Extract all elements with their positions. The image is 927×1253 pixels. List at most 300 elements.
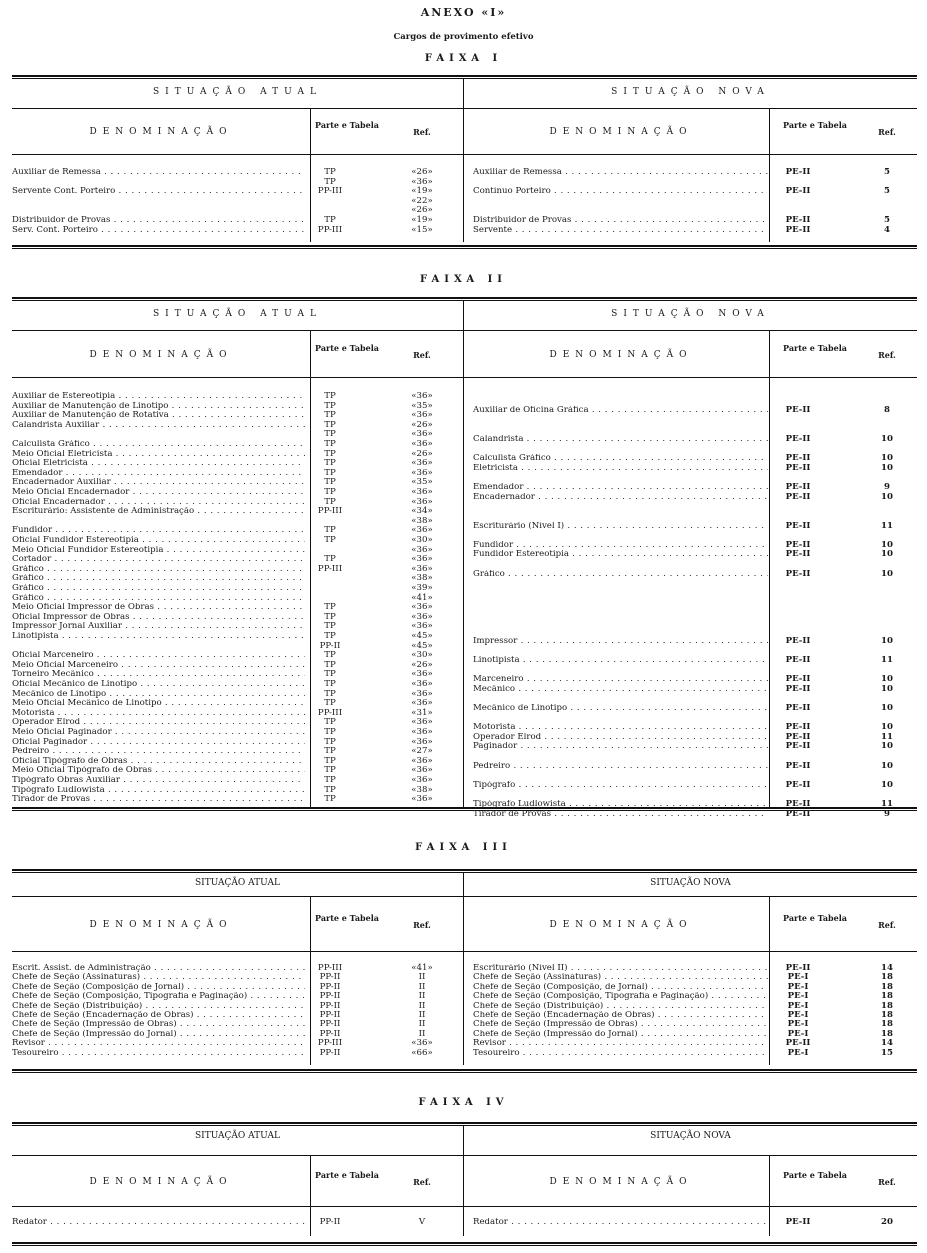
- header-rule: [12, 896, 917, 897]
- cargo-name: Servente Cont. Porteiro . . .: [12, 187, 305, 197]
- parte-tabela-value: PE-II: [785, 568, 811, 579]
- parte-tabela-value: TP: [324, 487, 336, 497]
- cargo-name: Gráfico . . .: [12, 565, 305, 575]
- parte-tabela-value: PP-III: [317, 224, 343, 235]
- column-header-rule: [12, 154, 917, 155]
- cargo-name: Chefe de Seção (Assinaturas) . . .: [12, 973, 305, 983]
- ref-value: «39»: [411, 583, 433, 593]
- cargo-name: Meio Oficial Eletricista . . .: [12, 450, 305, 460]
- parte-tabela-value: PP-II: [319, 1047, 341, 1058]
- ref-value: «45»: [411, 631, 433, 641]
- parte-tabela-header: Parte e Tabela: [783, 913, 847, 923]
- parte-tabela-value: PP-III: [317, 707, 343, 718]
- nova-row: [12, 454, 917, 464]
- cargo-name: Meio Oficial Mecânico de Linotipo . . .: [12, 699, 305, 709]
- cargo-name: Servente . . .: [473, 226, 768, 236]
- ref-value: «26»: [411, 205, 433, 216]
- nova-row: [12, 1218, 917, 1228]
- cargo-name: Motorista . . .: [12, 709, 305, 719]
- ref-value: 10: [881, 453, 893, 464]
- ref-value: «36»: [411, 794, 433, 805]
- cargo-name: Mecânico de Linotipo . . .: [12, 690, 305, 700]
- parte-tabela-value: PE-II: [785, 1038, 811, 1049]
- cargo-name: Serv. Cont. Porteiro . . .: [12, 226, 305, 236]
- cargo-name: Distribuidor de Provas . . .: [12, 216, 305, 226]
- parte-tabela-value: PP-III: [317, 963, 343, 973]
- cargo-name: Chefe de Seção (Impressão de Obras) . . .: [12, 1020, 305, 1030]
- ref-value: «36»: [411, 439, 433, 449]
- nova-row: [12, 541, 917, 551]
- ref-value: «36»: [411, 727, 433, 737]
- denominacao-header: DENOMINAÇÃO: [549, 1177, 693, 1187]
- ref-header: Ref.: [413, 349, 431, 360]
- ref-value: «36»: [411, 611, 433, 622]
- ref-value: «45»: [411, 640, 433, 651]
- parte-tabela-value: PE-II: [785, 167, 811, 177]
- nova-row: [12, 226, 917, 236]
- ref-value: 14: [881, 963, 893, 973]
- faixa-section: [12, 869, 917, 1074]
- top-rule: [12, 1122, 917, 1126]
- cargo-name: Escriturário (Nível I) . . .: [473, 522, 768, 532]
- situacao-nova-heading: SITUAÇÃO NOVA: [611, 87, 770, 97]
- ref-value: «36»: [411, 602, 433, 613]
- cargo-name: Linotipista . . .: [473, 656, 768, 666]
- cargo-name: Redator . . .: [473, 1218, 768, 1228]
- parte-tabela-value: PE-II: [785, 683, 811, 694]
- ref-value: 10: [881, 635, 893, 646]
- cargo-name: Gráfico . . .: [12, 594, 305, 604]
- cargo-name: Escriturário: Assistente de Administração . . .: [12, 507, 305, 517]
- cargo-name: Eletricista . . .: [473, 464, 768, 474]
- parte-tabela-value: TP: [324, 775, 336, 785]
- ref-value: «31»: [411, 707, 433, 718]
- ref-value: «34»: [411, 506, 433, 517]
- ref-value: «36»: [411, 429, 433, 440]
- ref-value: «36»: [411, 755, 433, 766]
- ref-value: II: [418, 972, 426, 983]
- cargo-name: Calandrista . . .: [473, 435, 768, 445]
- parte-tabela-value: PE-II: [785, 491, 811, 502]
- parte-tabela-value: TP: [324, 419, 336, 430]
- cargo-name: Calandrista Auxiliar . . .: [12, 421, 305, 431]
- cargo-name: Chefe de Seção (Assinaturas) . . .: [473, 973, 768, 983]
- ref-value: 11: [881, 655, 893, 665]
- ref-value: «30»: [411, 535, 433, 545]
- parte-tabela-value: TP: [324, 167, 336, 177]
- situacao-nova-heading: SITUAÇÃO NOVA: [611, 309, 770, 319]
- parte-tabela-value: PP-III: [317, 563, 343, 574]
- cargo-name: Meio Oficial Paginador . . .: [12, 728, 305, 738]
- top-rule: [12, 297, 917, 301]
- ref-value: 10: [881, 568, 893, 579]
- parte-tabela-value: TP: [324, 176, 336, 187]
- ref-value: «36»: [411, 775, 433, 785]
- column-header-rule: [12, 1206, 917, 1207]
- parte-tabela-value: TP: [324, 611, 336, 622]
- cargo-name: Auxiliar de Remessa . . .: [473, 168, 768, 178]
- situacao-nova-heading: SITUAÇÃO NOVA: [650, 1131, 731, 1141]
- ref-value: «36»: [411, 554, 433, 565]
- situacao-atual-heading: SITUAÇÃO ATUAL: [195, 1131, 280, 1141]
- ref-value: «36»: [411, 679, 433, 689]
- cargo-name: Tirador de Provas . . .: [12, 795, 305, 805]
- cargo-name: Chefe de Seção (Composição, Tipografia e Paginação) . . .: [473, 992, 768, 1002]
- nova-row: [12, 742, 917, 752]
- parte-tabela-value: PP-II: [319, 1000, 341, 1011]
- ref-value: «38»: [411, 515, 433, 526]
- ref-value: II: [418, 981, 426, 992]
- cargo-name: Meio Oficial Marceneiro . . .: [12, 661, 305, 671]
- top-rule: [12, 869, 917, 873]
- faixa-section: [12, 297, 917, 819]
- situacao-atual-heading: SITUAÇÃO ATUAL: [153, 87, 322, 97]
- column-header-rule: [12, 951, 917, 952]
- ref-value: 10: [881, 779, 893, 790]
- ref-value: 11: [881, 799, 893, 809]
- ref-value: «36»: [411, 176, 433, 187]
- ref-value: 10: [881, 722, 893, 733]
- ref-value: «15»: [411, 224, 433, 235]
- cargo-name: Meio Oficial Encadernador . . .: [12, 488, 305, 498]
- parte-tabela-value: PE-II: [785, 808, 811, 819]
- parte-tabela-value: PE-II: [785, 520, 811, 531]
- parte-tabela-value: TP: [324, 765, 336, 776]
- bottom-rule: [12, 1069, 917, 1073]
- nova-row: [12, 675, 917, 685]
- nova-row: [12, 483, 917, 493]
- situacao-atual-heading: SITUAÇÃO ATUAL: [153, 309, 322, 319]
- ref-value: «35»: [411, 400, 433, 411]
- faixa-title: FAIXA I: [424, 53, 503, 64]
- cargo-name: Auxiliar de Estereotipia . . .: [12, 392, 305, 402]
- ref-value: «36»: [411, 736, 433, 747]
- cargo-name: Revisor . . .: [12, 1039, 305, 1049]
- cargo-name: Paginador . . .: [473, 742, 768, 752]
- ref-value: 18: [881, 991, 893, 1002]
- ref-value: 4: [884, 224, 890, 235]
- parte-tabela-value: PE-II: [785, 549, 811, 560]
- ref-value: II: [418, 1028, 426, 1039]
- ref-value: 10: [881, 549, 893, 560]
- header-rule: [12, 108, 917, 109]
- ref-value: 10: [881, 434, 893, 445]
- cargo-name: Oficial Eletricista . . .: [12, 459, 305, 469]
- ref-value: II: [418, 1019, 426, 1030]
- nova-row: [12, 733, 917, 743]
- parte-tabela-value: TP: [324, 784, 336, 795]
- nova-row: [12, 550, 917, 560]
- atual-row: [12, 206, 463, 216]
- atual-row: [12, 603, 463, 613]
- bottom-rule: [12, 1242, 917, 1246]
- parte-tabela-value: TP: [324, 736, 336, 747]
- ref-value: 10: [881, 539, 893, 550]
- ref-value: 18: [881, 1019, 893, 1030]
- parte-tabela-value: PP-III: [317, 186, 343, 197]
- cargo-name: Oficial Fundidor Estereotipia . . .: [12, 536, 305, 546]
- ref-value: 18: [881, 1010, 893, 1020]
- parte-tabela-value: TP: [324, 525, 336, 536]
- situacao-nova-heading: SITUAÇÃO NOVA: [650, 878, 731, 888]
- parte-tabela-value: PE-II: [785, 635, 811, 646]
- ref-value: 9: [884, 482, 890, 493]
- situacao-atual-heading: SITUAÇÃO ATUAL: [195, 878, 280, 888]
- header-rule: [12, 1155, 917, 1156]
- parte-tabela-value: TP: [324, 410, 336, 421]
- ref-value: «19»: [411, 215, 433, 225]
- ref-header: Ref.: [878, 349, 896, 360]
- ref-value: 14: [881, 1038, 893, 1049]
- parte-tabela-value: PP-II: [319, 1019, 341, 1030]
- cargo-name: Oficial Paginador . . .: [12, 738, 305, 748]
- parte-tabela-value: PE-II: [785, 741, 811, 752]
- parte-tabela-value: PP-III: [317, 506, 343, 517]
- cargo-name: Oficial Marceneiro . . .: [12, 651, 305, 661]
- parte-tabela-header: Parte e Tabela: [315, 342, 379, 353]
- cargo-name: Fundidor Estereotipia . . .: [473, 550, 768, 560]
- parte-tabela-header: Parte e Tabela: [315, 120, 379, 130]
- nova-row: [12, 656, 917, 666]
- parte-tabela-value: PP-II: [319, 1010, 341, 1020]
- cargo-name: Pedreiro . . .: [473, 762, 768, 772]
- parte-tabela-value: TP: [324, 458, 336, 469]
- nova-row: [12, 800, 917, 810]
- cargo-name: Operador Elrod . . .: [473, 733, 768, 743]
- cargo-name: Contínuo Porteiro . . .: [473, 187, 768, 197]
- parte-tabela-value: TP: [324, 477, 336, 488]
- ref-value: «36»: [411, 669, 433, 680]
- parte-tabela-value: TP: [324, 698, 336, 709]
- cargo-name: Fundidor . . .: [12, 526, 305, 536]
- parte-tabela-value: TP: [324, 554, 336, 565]
- parte-tabela-value: PE-II: [785, 655, 811, 665]
- parte-tabela-value: PE-II: [785, 674, 811, 685]
- ref-value: 11: [881, 520, 893, 531]
- cargo-name: Meio Oficial Tipógrafo de Obras . . .: [12, 766, 305, 776]
- ref-value: 10: [881, 683, 893, 694]
- nova-row: [12, 216, 917, 226]
- ref-value: «26»: [411, 167, 433, 177]
- denominacao-header: DENOMINAÇÃO: [89, 349, 233, 360]
- atual-row: [12, 584, 463, 594]
- cargo-name: Motorista . . .: [473, 723, 768, 733]
- parte-tabela-value: PE-I: [787, 1000, 809, 1011]
- ref-value: 10: [881, 491, 893, 502]
- atual-row: [12, 178, 463, 188]
- parte-tabela-value: PE-I: [787, 972, 809, 983]
- cargo-name: Encadernador . . .: [473, 493, 768, 503]
- denominacao-header: DENOMINAÇÃO: [549, 920, 693, 930]
- ref-value: «36»: [411, 1038, 433, 1049]
- atual-row: [12, 622, 463, 632]
- parte-tabela-value: TP: [324, 746, 336, 757]
- parte-tabela-value: PE-II: [785, 186, 811, 197]
- parte-tabela-header: Parte e Tabela: [315, 913, 379, 923]
- parte-tabela-value: TP: [324, 679, 336, 689]
- ref-value: «26»: [411, 419, 433, 430]
- cargo-name: Mecânico de Linotipo . . .: [473, 704, 768, 714]
- cargo-name: Pedreiro . . .: [12, 747, 305, 757]
- faixa-section: [12, 1122, 917, 1247]
- atual-row: [12, 421, 463, 431]
- ref-value: 9: [884, 808, 890, 819]
- ref-value: 8: [884, 405, 890, 416]
- ref-value: «38»: [411, 573, 433, 584]
- nova-row: [12, 810, 917, 820]
- cargo-name: Chefe de Seção (Composição, Tipografia e Paginação) . . .: [12, 992, 305, 1002]
- ref-value: «36»: [411, 621, 433, 632]
- parte-tabela-value: PP-II: [319, 972, 341, 983]
- cargo-name: Tipógrafo Obras Auxiliar . . .: [12, 776, 305, 786]
- cargo-name: Auxiliar de Manutenção de Rotativa . . .: [12, 411, 305, 421]
- cargo-name: Auxiliar de Manutenção de Linotipo . . .: [12, 402, 305, 412]
- atual-row: [12, 594, 463, 604]
- parte-tabela-value: PE-II: [785, 453, 811, 464]
- parte-tabela-value: PE-I: [787, 1028, 809, 1039]
- ref-value: «30»: [411, 650, 433, 661]
- ref-value: 10: [881, 463, 893, 473]
- cargo-name: Gráfico . . .: [473, 570, 768, 580]
- parte-tabela-value: TP: [324, 215, 336, 225]
- ref-value: 11: [881, 731, 893, 742]
- ref-value: «36»: [411, 487, 433, 497]
- parte-tabela-value: TP: [324, 659, 336, 670]
- parte-tabela-value: PP-III: [317, 1038, 343, 1049]
- cargo-name: Chefe de Seção (Composição, de Jornal) . . .: [473, 983, 768, 993]
- ref-value: 18: [881, 972, 893, 983]
- parte-tabela-header: Parte e Tabela: [783, 342, 847, 353]
- parte-tabela-value: TP: [324, 448, 336, 459]
- ref-value: «38»: [411, 784, 433, 795]
- ref-value: «22»: [411, 195, 433, 206]
- cargo-name: Gráfico . . .: [12, 574, 305, 584]
- parte-tabela-value: PE-I: [787, 991, 809, 1002]
- parte-tabela-value: PE-II: [785, 434, 811, 445]
- parte-tabela-value: PE-I: [787, 1047, 809, 1058]
- cargo-name: Emendador . . .: [12, 469, 305, 479]
- cargo-name: Tipógrafo Ludlowista . . .: [473, 800, 768, 810]
- ref-value: 5: [884, 215, 890, 225]
- nova-row: [12, 493, 917, 503]
- denominacao-header: DENOMINAÇÃO: [89, 1177, 233, 1187]
- cargo-name: Tesoureiro . . .: [12, 1049, 305, 1059]
- cargo-name: Chefe de Seção (Impressão do Jornal) . . .: [12, 1030, 305, 1040]
- ref-value: «36»: [411, 544, 433, 555]
- ref-header: Ref.: [878, 127, 896, 137]
- parte-tabela-value: PE-II: [785, 215, 811, 225]
- cargo-name: Operador Elrod . . .: [12, 718, 305, 728]
- parte-tabela-value: PE-II: [785, 463, 811, 473]
- cargo-name: Linotipista . . .: [12, 632, 305, 642]
- nova-row: [12, 435, 917, 445]
- cargo-name: Auxiliar de Remessa . . .: [12, 168, 305, 178]
- ref-value: V: [418, 1217, 426, 1227]
- ref-value: «36»: [411, 698, 433, 709]
- atual-row: [12, 613, 463, 623]
- ref-value: «36»: [411, 496, 433, 507]
- ref-value: II: [418, 1000, 426, 1011]
- ref-value: «66»: [411, 1047, 433, 1058]
- ref-value: II: [418, 991, 426, 1002]
- parte-tabela-header: Parte e Tabela: [783, 120, 847, 130]
- ref-value: «41»: [411, 963, 433, 973]
- cargo-name: Tirador de Provas . . .: [473, 810, 768, 820]
- nova-row: [12, 168, 917, 178]
- ref-value: «36»: [411, 717, 433, 728]
- cargo-name: Escrit. Assist. de Administração . . .: [12, 964, 305, 974]
- ref-value: 10: [881, 760, 893, 771]
- cargo-name: Gráfico . . .: [12, 584, 305, 594]
- parte-tabela-value: TP: [324, 669, 336, 680]
- cargo-name: Chefe de Seção (Encadernação de Obras) . . .: [473, 1011, 768, 1021]
- parte-tabela-value: PP-II: [319, 991, 341, 1002]
- faixa-section: [12, 75, 917, 250]
- cargo-name: Chefe de Seção (Distribuição) . . .: [12, 1002, 305, 1012]
- ref-value: «36»: [411, 765, 433, 776]
- parte-tabela-header: Parte e Tabela: [783, 1170, 847, 1180]
- parte-tabela-value: PE-I: [787, 1010, 809, 1020]
- parte-tabela-value: TP: [324, 717, 336, 728]
- cargo-name: Fundidor . . .: [473, 541, 768, 551]
- ref-value: «36»: [411, 563, 433, 574]
- cargo-name: Oficial Tipógrafo de Obras . . .: [12, 757, 305, 767]
- nova-row: [12, 464, 917, 474]
- ref-header: Ref.: [413, 1177, 431, 1187]
- nova-row: [12, 685, 917, 695]
- ref-value: 10: [881, 703, 893, 713]
- parte-tabela-value: TP: [324, 400, 336, 411]
- ref-value: «36»: [411, 688, 433, 699]
- parte-tabela-value: PP-II: [319, 1217, 341, 1227]
- parte-tabela-value: PE-II: [785, 799, 811, 809]
- parte-tabela-value: PE-I: [787, 1019, 809, 1030]
- ref-value: 18: [881, 1028, 893, 1039]
- cargo-name: Chefe de Seção (Impressão de Obras) . . .: [473, 1020, 768, 1030]
- parte-tabela-value: TP: [324, 688, 336, 699]
- parte-tabela-value: PE-II: [785, 703, 811, 713]
- parte-tabela-value: PP-II: [319, 640, 341, 651]
- parte-tabela-value: TP: [324, 496, 336, 507]
- parte-tabela-value: TP: [324, 439, 336, 449]
- ref-value: «26»: [411, 448, 433, 459]
- ref-value: «36»: [411, 525, 433, 536]
- cargo-name: Torneiro Mecânico . . .: [12, 670, 305, 680]
- parte-tabela-value: TP: [324, 755, 336, 766]
- denominacao-header: DENOMINAÇÃO: [549, 349, 693, 360]
- parte-tabela-header: Parte e Tabela: [315, 1170, 379, 1180]
- annex-subtitle: Cargos de provimento efetivo: [393, 32, 534, 42]
- parte-tabela-value: TP: [324, 467, 336, 478]
- cargo-name: Tipógrafo Ludlowista . . .: [12, 786, 305, 796]
- ref-value: «35»: [411, 477, 433, 488]
- parte-tabela-value: TP: [324, 429, 336, 440]
- ref-value: «26»: [411, 659, 433, 670]
- parte-tabela-value: TP: [324, 631, 336, 641]
- nova-row: [12, 187, 917, 197]
- cargo-name: Mecânico . . .: [473, 685, 768, 695]
- denominacao-header: DENOMINAÇÃO: [549, 127, 693, 137]
- cargo-name: Marceneiro . . .: [473, 675, 768, 685]
- parte-tabela-value: PP-II: [319, 1028, 341, 1039]
- cargo-name: Emendador . . .: [473, 483, 768, 493]
- cargo-name: Meio Oficial Fundidor Estereotipia . . .: [12, 546, 305, 556]
- ref-value: 5: [884, 167, 890, 177]
- parte-tabela-value: TP: [324, 535, 336, 545]
- ref-value: 15: [881, 1047, 893, 1058]
- cargo-name: Revisor . . .: [473, 1039, 768, 1049]
- denominacao-header: DENOMINAÇÃO: [89, 127, 233, 137]
